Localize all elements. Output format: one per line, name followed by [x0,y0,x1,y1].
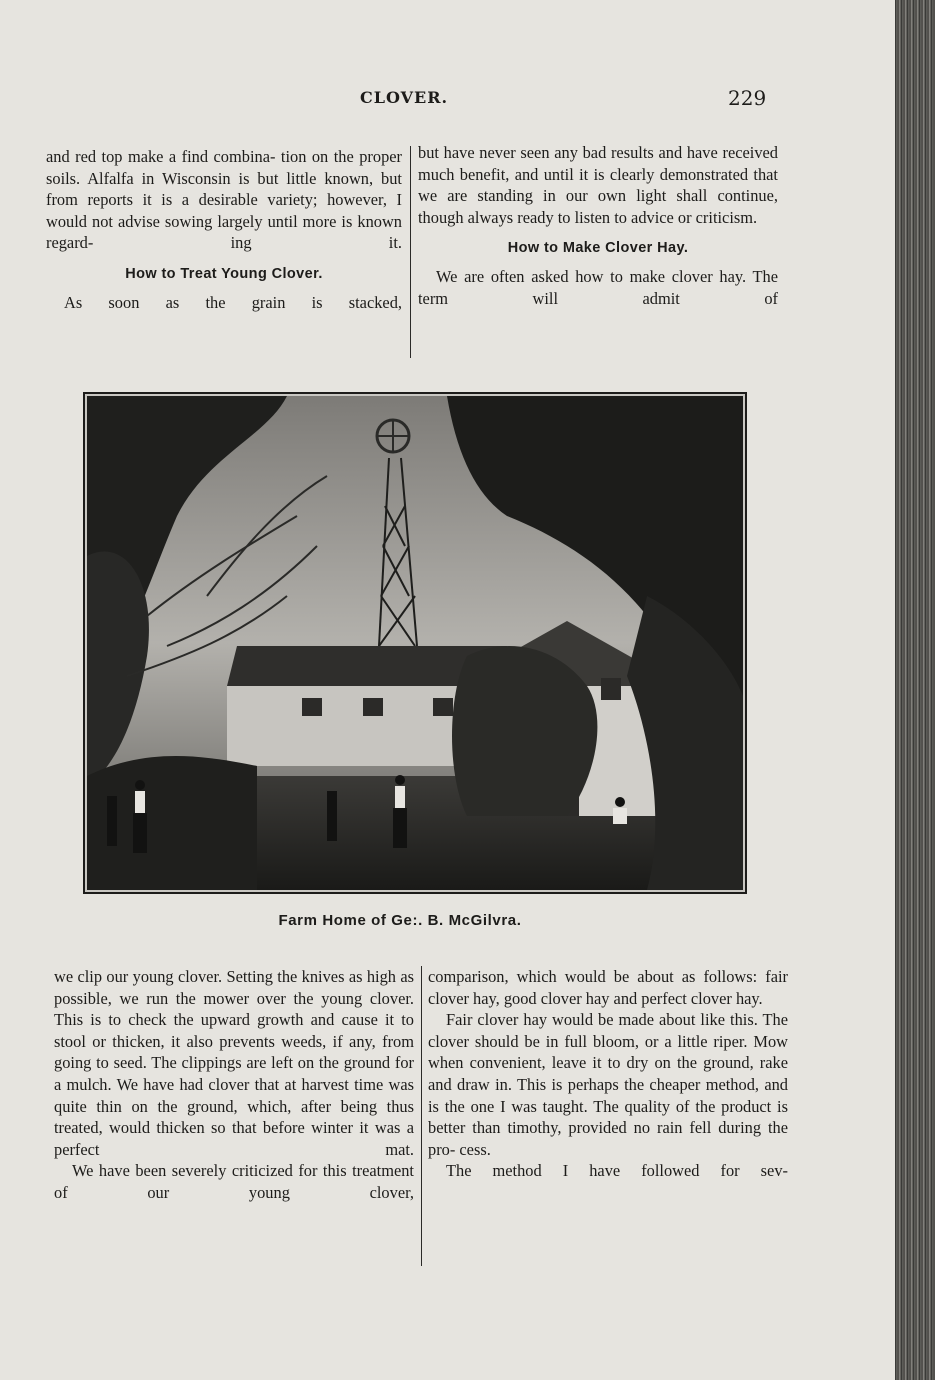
paragraph: We are often asked how to make clover hay. The term will admit of [418,266,778,308]
column-bottom-left [54,966,414,1204]
paragraph: We have been severely criticized for this treatment of our young clover, [54,1161,414,1202]
column-top-left [46,146,402,313]
paragraph: As soon as the grain is stacked, [64,292,402,312]
column-top-right [418,142,778,309]
paragraph: comparison, which would be about as follows: fair clover hay, good clover hay and perfect clover hay. [428,967,788,1008]
farmhouse-photo-image [87,396,743,890]
column-divider [421,966,422,1266]
column-bottom-right [428,966,788,1182]
book-page-edge [895,0,935,1380]
page-number: 229 [728,86,767,110]
farm-home-photograph [83,392,747,894]
running-head: CLOVER. [360,88,449,107]
section-heading-clover-hay: How to Make Clover Hay. [507,240,689,257]
section-heading-young-clover: How to Treat Young Clover. [125,265,323,282]
paragraph: The method I have followed for sev- [446,1161,788,1181]
paragraph: and red top make a find combina- tion on the proper soils. Alfalfa in Wisconsin is but little known, but from reports it is a desirable variety; however, I would not advise sowing largely until more is known regard- ing it. [46,147,402,253]
paragraph: Fair clover hay would be made about like this. The clover should be in full bloom, or a little riper. Mow when convenient, leave it to dry on the ground, rake and draw in. This is perhaps the cheaper method, and is the one I was taught. The quality of the product is better than timothy, provided no rain fell during the pro- cess. [428,1010,788,1159]
paragraph: we clip our young clover. Setting the knives as high as possible, we run the mower over the young clover. This is to check the upward growth and cause it to stool or thicken, it also prevents weeds, if any, from going to seed. The clippings are left on the ground for a mulch. We have had clover that at harvest time was quite thin on the ground, which, after being thus treated, would thicken so that before winter it was a perfect mat. [54,967,414,1159]
photo-caption: Farm Home of Ge:. B. McGilvra. [278,912,522,929]
paragraph: but have never seen any bad results and have received much benefit, and until it is clearly demonstrated that we are standing in our own light shall continue, though always ready to listen to advice or criticism. [418,143,778,227]
column-divider [410,146,411,358]
